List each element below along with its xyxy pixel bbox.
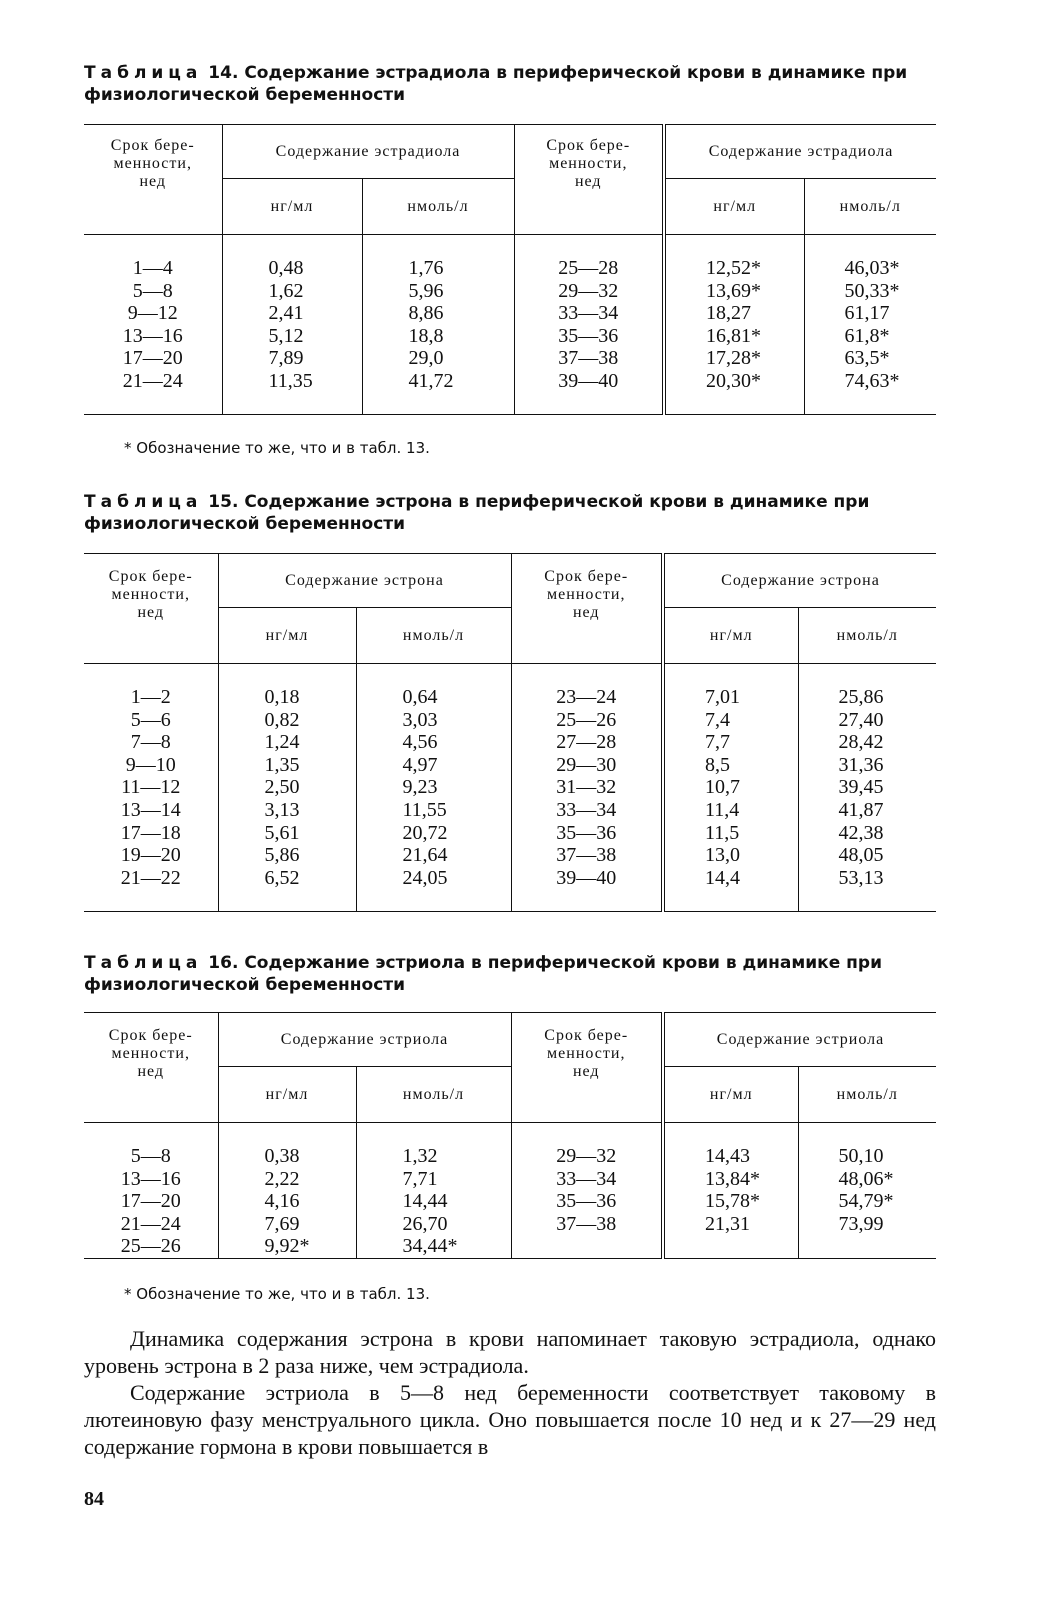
body-text [84, 1325, 936, 1460]
table-15-term-cell: 9—10 [125, 753, 176, 776]
table-14-ng-column-right [664, 235, 804, 415]
table-16-content-header-left: Содержание эстриола [218, 1013, 511, 1067]
table-14-term-list [515, 257, 663, 393]
table-14-term-cell: 29—32 [558, 279, 619, 302]
table-15-term-header-left: Срок бере- менности, нед [108, 568, 193, 621]
table-15-nmol-cell: 39,45 [838, 776, 884, 799]
table-16-term-cell: 35—36 [556, 1190, 617, 1213]
table-15-term-column-right [511, 664, 663, 912]
table-16-nmol-cell: 26,70 [402, 1212, 448, 1235]
table-14-ng-cell: 2,41 [268, 302, 304, 325]
table-16-ng-cell: 21,31 [705, 1212, 750, 1235]
table-14-nmol-header-left: нмоль/л [362, 179, 514, 235]
table-15-term-cell: 25—26 [556, 708, 617, 731]
table-15-ng-cell: 0,82 [264, 708, 300, 731]
table-15-caption-label: Таблица [84, 492, 203, 512]
table-14-ng-list [269, 257, 362, 393]
table-15-term-cell: 11—12 [121, 776, 181, 799]
table-14-caption-label: Таблица [84, 63, 203, 83]
table-14-ng-cell: 20,30* [706, 369, 762, 392]
table-15-term-cell: 21—22 [120, 866, 181, 889]
table-14-ng-cell: 18,27 [706, 302, 752, 325]
table-14-nmol-column-right [804, 235, 936, 415]
table-16-ng-list [265, 1145, 356, 1258]
table-16-term-cell: 17—20 [120, 1190, 181, 1213]
table-14-content-header-left: Содержание эстрадиола [222, 125, 514, 179]
table-15-nmol-column-left [356, 664, 511, 912]
table-16-nmol-cell: 73,99 [838, 1212, 884, 1235]
table-16 [84, 1012, 936, 1259]
table-15-nmol-cell: 25,86 [838, 686, 884, 708]
table-14-term-list [84, 257, 222, 393]
table-14-term-cell: 21—24 [122, 369, 183, 392]
table-15-content-header-right: Содержание эстрона [663, 554, 936, 608]
table-16-nmol-cell: 54,79* [838, 1190, 894, 1213]
table-14-ng-cell: 17,28* [706, 347, 762, 370]
table-16-term-header-left: Срок бере- менности, нед [108, 1027, 193, 1080]
table-14-nmol-column-left [362, 235, 514, 415]
table-14-nmol-cell: 74,63* [844, 369, 900, 392]
table-15-ng-header-right: нг/мл [663, 608, 798, 664]
table-16-nmol-column-right [798, 1123, 936, 1259]
table-14-nmol-list [409, 257, 514, 393]
table-15 [84, 553, 936, 912]
table-15-term-cell: 19—20 [120, 844, 181, 867]
table-14-ng-cell: 13,69* [706, 279, 762, 302]
table-15-term-cell: 17—18 [120, 821, 181, 844]
table-16-term-cell: 25—26 [120, 1235, 181, 1258]
table-16-term-column-left [84, 1123, 218, 1259]
table-14-nmol-cell: 50,33* [844, 279, 900, 302]
table-16-term-list [84, 1145, 218, 1258]
table-14-ng-cell: 12,52* [706, 257, 762, 279]
table-15-caption-text: 15. Содержание эстрона в периферической крови в динамике при физиологической беременности [84, 492, 870, 534]
table-15-nmol-cell: 0,64 [402, 686, 438, 708]
table-15-nmol-cell: 53,13 [838, 866, 884, 889]
table-14-caption-text: 14. Содержание эстрадиола в периферической крови в динамике при физиологической беременности [84, 63, 908, 105]
table-16-ng-header-right: нг/мл [663, 1067, 798, 1123]
table-16-ng-cell: 13,84* [705, 1167, 760, 1190]
table-15-ng-column-left [218, 664, 356, 912]
page-number: 84 [84, 1487, 104, 1510]
table-14-term-cell: 39—40 [558, 369, 619, 392]
table-15-nmol-list [839, 686, 937, 889]
table-16-nmol-cell: 34,44* [402, 1235, 458, 1258]
table-15-term-cell: 27—28 [556, 731, 617, 754]
table-15-term-cell: 7—8 [130, 731, 171, 754]
table-16-ng-cell: 9,92* [264, 1235, 310, 1258]
table-16-ng-cell: 2,22 [264, 1167, 300, 1190]
table-16-term-cell: 5—8 [130, 1145, 171, 1167]
table-15-term-cell: 31—32 [556, 776, 617, 799]
table-15-nmol-cell: 4,97 [402, 753, 438, 776]
table-15-nmol-cell: 20,72 [402, 821, 448, 844]
table-15-nmol-cell: 42,38 [838, 821, 884, 844]
table-15-ng-cell: 2,50 [264, 776, 300, 799]
table-15-nmol-cell: 27,40 [838, 708, 884, 731]
table-14-term-column-right [514, 235, 664, 415]
table-15-term-cell: 23—24 [556, 686, 617, 708]
table-16-ng-cell: 0,38 [264, 1145, 300, 1167]
table-15-nmol-cell: 9,23 [402, 776, 438, 799]
table-15-nmol-cell: 24,05 [402, 866, 448, 889]
paragraph-1: Динамика содержания эстрона в крови напоминает таковую эстрадиола, однако уровень эстрона в 2 раза ниже, чем эстрадиола. [84, 1325, 936, 1378]
table-16-ng-header-left: нг/мл [218, 1067, 356, 1123]
table-16-nmol-cell: 1,32 [402, 1145, 438, 1167]
table-16-nmol-column-left [356, 1123, 511, 1259]
table-14-nmol-cell: 41,72 [408, 369, 454, 392]
table-15-term-cell: 5—6 [130, 708, 171, 731]
table-14-term-cell: 25—28 [558, 257, 619, 279]
table-14-term-cell: 1—4 [132, 257, 173, 279]
table-15-ng-cell: 7,4 [705, 708, 730, 731]
table-14-ng-header-left: нг/мл [222, 179, 362, 235]
table-15-ng-cell: 3,13 [264, 798, 300, 821]
table-15-ng-header-left: нг/мл [218, 608, 356, 664]
table-14-nmol-header-right: нмоль/л [804, 179, 936, 235]
table-15-ng-cell: 5,61 [264, 821, 300, 844]
table-15-ng-cell: 14,4 [705, 866, 740, 889]
table-14-nmol-cell: 61,8* [844, 324, 890, 347]
table-15-nmol-cell: 21,64 [402, 844, 448, 867]
table-15-ng-cell: 6,52 [264, 866, 300, 889]
table-16-term-cell: 37—38 [556, 1212, 617, 1235]
table-16-ng-column-left [218, 1123, 356, 1259]
table-15-ng-list [265, 686, 356, 889]
table-14 [84, 124, 936, 415]
table-15-term-cell: 37—38 [556, 844, 617, 867]
table-16-term-cell: 29—32 [556, 1145, 617, 1167]
table-14-term-header-right: Срок бере- менности, нед [546, 137, 631, 190]
table-16-nmol-cell: 50,10 [838, 1145, 884, 1167]
table-15-nmol-list [403, 686, 511, 889]
table-15-nmol-column-right [798, 664, 936, 912]
table-15-ng-cell: 11,4 [705, 798, 740, 821]
table-16-term-cell: 33—34 [556, 1167, 617, 1190]
table-16-nmol-cell: 7,71 [402, 1167, 438, 1190]
table-16-ng-cell: 7,69 [264, 1212, 300, 1235]
table-15-nmol-cell: 31,36 [838, 753, 884, 776]
table-14-content-header-right: Содержание эстрадиола [664, 125, 936, 179]
table-14-nmol-cell: 5,96 [408, 279, 444, 302]
table-15-term-list [512, 686, 662, 889]
table-14-ng-cell: 0,48 [268, 257, 304, 279]
table-15-term-list [84, 686, 218, 889]
table-15-ng-cell: 8,5 [705, 753, 730, 776]
table-14-term-cell: 35—36 [558, 324, 619, 347]
table-14-nmol-cell: 61,17 [844, 302, 890, 325]
table-16-caption [84, 952, 936, 996]
table-15-term-cell: 13—14 [120, 798, 181, 821]
table-15-term-cell: 1—2 [130, 686, 171, 708]
table-15-ng-cell: 11,5 [705, 821, 740, 844]
table-14-term-cell: 33—34 [558, 302, 619, 325]
table-15-nmol-cell: 41,87 [838, 798, 884, 821]
table-14-term-column-left [84, 235, 222, 415]
table-15-caption [84, 491, 936, 535]
table-16-nmol-list [403, 1145, 511, 1258]
table-16-ng-cell: 4,16 [264, 1190, 300, 1213]
table-14-nmol-cell: 8,86 [408, 302, 444, 325]
table-16-nmol-cell: 48,06* [838, 1167, 894, 1190]
table-16-term-cell: 13—16 [120, 1167, 181, 1190]
table-14-ng-cell: 11,35 [268, 369, 313, 392]
table-15-nmol-cell: 3,03 [402, 708, 438, 731]
table-14-nmol-cell: 46,03* [844, 257, 900, 279]
table-15-ng-cell: 13,0 [705, 844, 740, 867]
table-15-nmol-cell: 4,56 [402, 731, 438, 754]
table-15-nmol-cell: 28,42 [838, 731, 884, 754]
table-16-caption-label: Таблица [84, 953, 203, 973]
table-16-term-list [512, 1145, 662, 1235]
table-14-ng-cell: 7,89 [268, 347, 304, 370]
table-16-nmol-cell: 14,44 [402, 1190, 448, 1213]
table-16-caption-text: 16. Содержание эстриола в периферической крови в динамике при физиологической беременности [84, 953, 882, 995]
table-15-ng-cell: 7,7 [705, 731, 730, 754]
table-14-nmol-list [845, 257, 937, 393]
table-14-term-cell: 9—12 [127, 302, 178, 325]
table-14-ng-cell: 5,12 [268, 324, 304, 347]
table-14-term-cell: 5—8 [132, 279, 173, 302]
table-16-content-header-right: Содержание эстриола [663, 1013, 936, 1067]
table-14-ng-column-left [222, 235, 362, 415]
table-16-nmol-header-right: нмоль/л [798, 1067, 936, 1123]
table-15-ng-cell: 1,35 [264, 753, 300, 776]
table-14-nmol-cell: 29,0 [408, 347, 444, 370]
table-16-nmol-list [839, 1145, 937, 1235]
table-14-ng-cell: 16,81* [706, 324, 762, 347]
table-16-ng-cell: 14,43 [705, 1145, 750, 1167]
table-16-term-cell: 21—24 [120, 1212, 181, 1235]
table-16-ng-cell: 15,78* [705, 1190, 760, 1213]
table-15-ng-cell: 1,24 [264, 731, 300, 754]
table-14-nmol-cell: 1,76 [408, 257, 444, 279]
table-14-term-cell: 37—38 [558, 347, 619, 370]
table-14-term-header-left: Срок бере- менности, нед [110, 137, 195, 190]
table-15-content-header-left: Содержание эстрона [218, 554, 511, 608]
table-15-term-cell: 29—30 [556, 753, 617, 776]
table-15-ng-cell: 0,18 [264, 686, 300, 708]
table-15-term-cell: 35—36 [556, 821, 617, 844]
table-15-ng-cell: 10,7 [705, 776, 740, 799]
table-14-ng-list [706, 257, 804, 393]
table-15-ng-column-right [663, 664, 798, 912]
page [84, 58, 936, 1511]
table-15-nmol-cell: 11,55 [402, 798, 447, 821]
table-15-nmol-cell: 48,05 [838, 844, 884, 867]
table-14-term-cell: 13—16 [122, 324, 183, 347]
table-15-ng-cell: 5,86 [264, 844, 300, 867]
table-15-ng-list [705, 686, 798, 889]
table-15-term-cell: 33—34 [556, 798, 617, 821]
table-14-nmol-cell: 63,5* [844, 347, 890, 370]
table-15-nmol-header-left: нмоль/л [356, 608, 511, 664]
table-16-nmol-header-left: нмоль/л [356, 1067, 511, 1123]
table-14-term-cell: 17—20 [122, 347, 183, 370]
table-14-nmol-cell: 18,8 [408, 324, 444, 347]
table-14-ng-cell: 1,62 [268, 279, 304, 302]
table-16-ng-list [705, 1145, 798, 1235]
table-15-term-column-left [84, 664, 218, 912]
table-15-term-header-right: Срок бере- менности, нед [544, 568, 629, 621]
table-16-footnote: * Обозначение то же, что и в табл. 13. [124, 1284, 430, 1303]
table-16-ng-column-right [663, 1123, 798, 1259]
table-15-term-cell: 39—40 [556, 866, 617, 889]
table-16-term-column-right [511, 1123, 663, 1259]
table-15-nmol-header-right: нмоль/л [798, 608, 936, 664]
table-15-ng-cell: 7,01 [705, 686, 740, 708]
paragraph-2: Содержание эстриола в 5—8 нед беременности соответствует таковому в лютеиновую фазу менструального цикла. Оно повышается после 10 нед и к 27—29 нед содержание гормона в крови повышается в [84, 1379, 936, 1459]
table-14-caption [84, 62, 936, 106]
table-16-term-header-right: Срок бере- менности, нед [544, 1027, 629, 1080]
table-14-footnote: * Обозначение то же, что и в табл. 13. [124, 439, 430, 457]
table-14-ng-header-right: нг/мл [664, 179, 804, 235]
